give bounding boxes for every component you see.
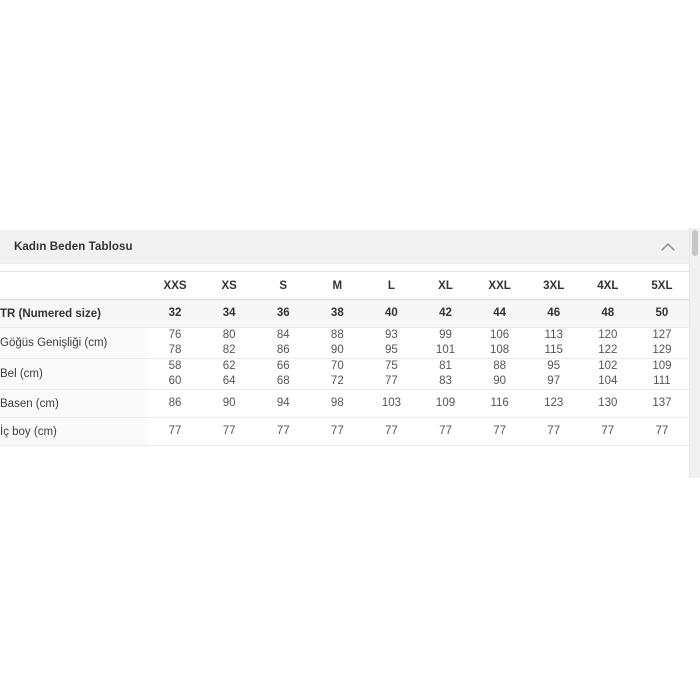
- column-header-xxs: XXS: [148, 272, 202, 300]
- table-cell: 123: [527, 390, 581, 418]
- table-cell: 103: [364, 390, 418, 418]
- table-cell: 95 97: [527, 359, 581, 390]
- table-row: [0, 300, 689, 328]
- table-cell: 70 72: [310, 359, 364, 390]
- column-header-m: M: [310, 272, 364, 300]
- table-row: [0, 418, 689, 446]
- column-header-l: L: [364, 272, 418, 300]
- table-cell: 80 82: [202, 328, 256, 359]
- table-row: [0, 328, 689, 359]
- table-cell: 77: [635, 418, 689, 446]
- table-cell: 77: [202, 418, 256, 446]
- column-header-4xl: 4XL: [581, 272, 635, 300]
- table-cell: 90: [202, 390, 256, 418]
- table-cell: 120 122: [581, 328, 635, 359]
- spacer: [0, 264, 689, 271]
- table-cell: 127 129: [635, 328, 689, 359]
- table-cell: 93 95: [364, 328, 418, 359]
- size-table: [0, 271, 689, 446]
- table-cell: 109: [418, 390, 472, 418]
- table-cell: 116: [473, 390, 527, 418]
- row-label: Bel (cm): [0, 359, 148, 390]
- table-cell: 77: [148, 418, 202, 446]
- table-cell: 88 90: [473, 359, 527, 390]
- table-body: [0, 300, 689, 446]
- table-cell: 38: [310, 300, 364, 328]
- table-cell: 46: [527, 300, 581, 328]
- column-header-s: S: [256, 272, 310, 300]
- table-cell: 36: [256, 300, 310, 328]
- chevron-up-icon[interactable]: [661, 243, 675, 251]
- table-cell: 88 90: [310, 328, 364, 359]
- table-cell: 77: [364, 418, 418, 446]
- corner-cell: [0, 272, 148, 300]
- table-cell: 77: [256, 418, 310, 446]
- size-table-panel: [0, 230, 689, 446]
- table-cell: 94: [256, 390, 310, 418]
- table-cell: 62 64: [202, 359, 256, 390]
- table-cell: 84 86: [256, 328, 310, 359]
- table-cell: 48: [581, 300, 635, 328]
- table-cell: 50: [635, 300, 689, 328]
- row-label: Basen (cm): [0, 390, 148, 418]
- row-label: İç boy (cm): [0, 418, 148, 446]
- table-cell: 106 108: [473, 328, 527, 359]
- column-header-xl: XL: [418, 272, 472, 300]
- table-cell: 58 60: [148, 359, 202, 390]
- table-cell: 137: [635, 390, 689, 418]
- table-row: [0, 359, 689, 390]
- table-cell: 75 77: [364, 359, 418, 390]
- table-cell: 109 111: [635, 359, 689, 390]
- table-cell: 42: [418, 300, 472, 328]
- table-cell: 76 78: [148, 328, 202, 359]
- table-row: [0, 390, 689, 418]
- table-cell: 34: [202, 300, 256, 328]
- table-cell: 81 83: [418, 359, 472, 390]
- scrollbar-track[interactable]: [689, 228, 700, 478]
- column-header-5xl: 5XL: [635, 272, 689, 300]
- table-header-row: [0, 272, 689, 300]
- table-cell: 77: [310, 418, 364, 446]
- table-cell: 86: [148, 390, 202, 418]
- row-label: Göğüs Genişliği (cm): [0, 328, 148, 359]
- panel-title: Kadın Beden Tablosu: [14, 240, 133, 253]
- table-cell: 98: [310, 390, 364, 418]
- column-header-xs: XS: [202, 272, 256, 300]
- table-cell: 99 101: [418, 328, 472, 359]
- table-cell: 77: [527, 418, 581, 446]
- table-cell: 130: [581, 390, 635, 418]
- table-cell: 113 115: [527, 328, 581, 359]
- column-header-xxl: XXL: [473, 272, 527, 300]
- table-cell: 77: [418, 418, 472, 446]
- table-cell: 102 104: [581, 359, 635, 390]
- table-cell: 77: [581, 418, 635, 446]
- table-cell: 32: [148, 300, 202, 328]
- table-cell: 77: [473, 418, 527, 446]
- column-header-3xl: 3XL: [527, 272, 581, 300]
- table-cell: 44: [473, 300, 527, 328]
- table-cell: 40: [364, 300, 418, 328]
- row-label: TR (Numered size): [0, 300, 148, 328]
- table-cell: 66 68: [256, 359, 310, 390]
- scrollbar-thumb[interactable]: [692, 230, 698, 256]
- accordion-header[interactable]: [0, 230, 689, 264]
